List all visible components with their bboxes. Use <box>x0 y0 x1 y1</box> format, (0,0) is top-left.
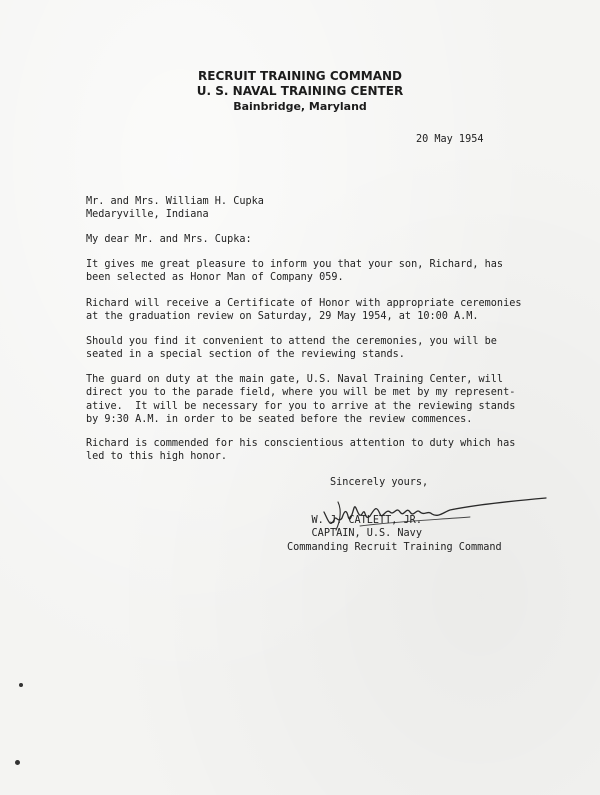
text-line: It gives me great pleasure to inform you that your son, Richard, has <box>86 259 504 270</box>
recipient-location: Medaryville, Indiana <box>86 209 209 221</box>
text-line: been selected as Honor Man of Company 059. <box>86 272 344 284</box>
text-line: Richard is commended for his conscientious attention to duty which has <box>86 438 516 449</box>
text-line: ative. It will be necessary for you to arrive at the reviewing stands <box>86 400 516 412</box>
paragraph-certificate <box>86 297 521 324</box>
text-line: seated in a special section of the reviewing stands. <box>86 349 405 361</box>
text-line: Richard will receive a Certificate of Honor with appropriate ceremonies <box>86 298 522 309</box>
paragraph-honor-man <box>86 258 503 285</box>
paper-speck <box>19 683 23 687</box>
paragraph-commendation <box>86 437 515 464</box>
text-line: The guard on duty at the main gate, U.S. Naval Training Center, will <box>86 374 504 385</box>
signer-title: Commanding Recruit Training Command <box>287 541 502 553</box>
paragraph-directions <box>86 373 515 427</box>
signer-name: W. J. CATLETT, JR. <box>311 515 422 526</box>
letterhead-location: Bainbridge, Maryland <box>233 100 367 113</box>
text-line: at the graduation review on Saturday, 29 May 1954, at 10:00 A.M. <box>86 311 479 323</box>
signer-rank: CAPTAIN, U.S. Navy <box>311 528 422 540</box>
text-line: Should you find it convenient to attend the ceremonies, you will be <box>86 336 497 347</box>
salutation: My dear Mr. and Mrs. Cupka: <box>86 234 252 245</box>
letterhead-center: U. S. NAVAL TRAINING CENTER <box>196 84 404 98</box>
text-line: direct you to the parade field, where you will be met by my represent- <box>86 387 516 399</box>
closing: Sincerely yours, <box>330 477 429 488</box>
recipient-name: Mr. and Mrs. William H. Cupka <box>86 196 264 207</box>
paragraph-attendance <box>86 335 497 362</box>
recipient-address <box>86 195 264 222</box>
letter-date: 20 May 1954 <box>416 134 484 145</box>
signature-block <box>287 514 502 554</box>
letterhead-command: RECRUIT TRAINING COMMAND <box>198 69 402 83</box>
text-line: by 9:30 A.M. in order to be seated before the review commences. <box>86 414 473 426</box>
paper-speck <box>15 760 20 765</box>
text-line: led to this high honor. <box>86 451 228 463</box>
